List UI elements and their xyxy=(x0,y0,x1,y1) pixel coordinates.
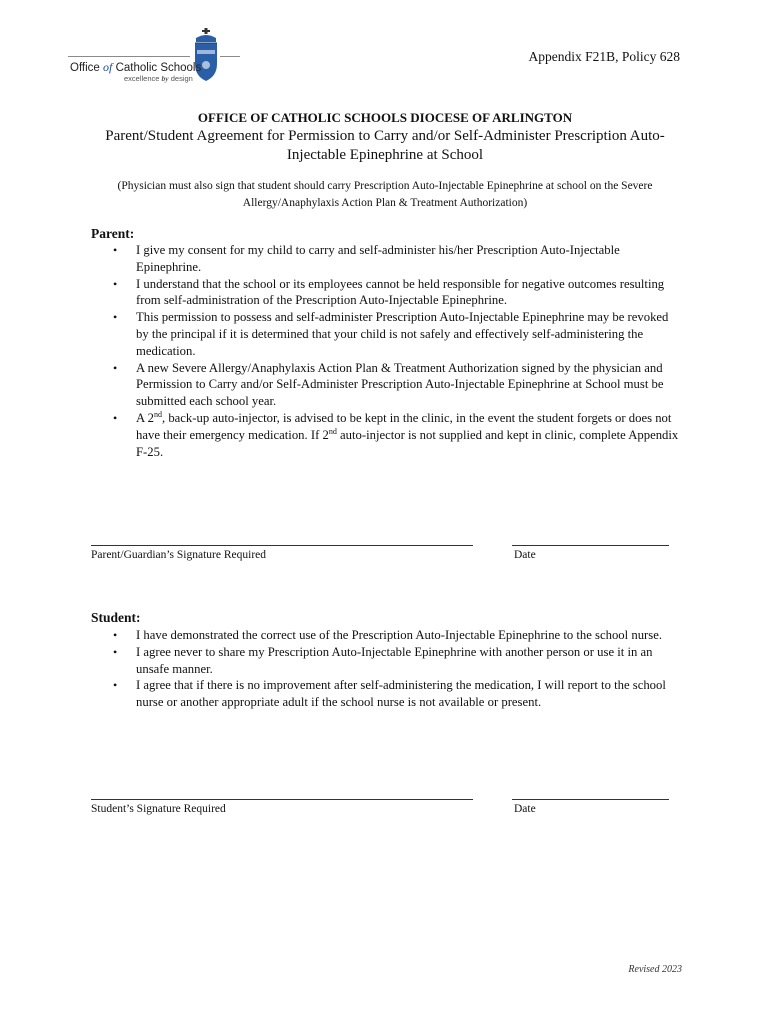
student-date-label: Date xyxy=(514,803,536,815)
parent-signature-line[interactable] xyxy=(91,545,473,546)
document-heading: OFFICE OF CATHOLIC SCHOOLS DIOCESE OF ARLINGTON xyxy=(197,110,573,125)
student-signature-line[interactable] xyxy=(91,799,473,800)
parent-date-line[interactable] xyxy=(512,545,669,546)
list-item: • A 2nd, back-up auto-injector, is advised to be kept in the clinic, in the event the student forgets or does not have their emergency medication. If 2nd auto-injector is not supplied and kept in clinic, complete Appendix F-25. xyxy=(113,409,679,459)
bullet-icon: • xyxy=(113,628,118,642)
list-item: • I agree never to share my Prescription Auto-Injectable Epinephrine with another person or use it in an unsafe manner. xyxy=(113,644,653,676)
logo-wordmark: Office of Catholic Schools xyxy=(70,60,202,74)
appendix-reference: Appendix F21B, Policy 628 xyxy=(528,49,680,64)
logo-rule-left xyxy=(68,56,190,57)
parent-list xyxy=(91,242,683,460)
student-list xyxy=(91,627,683,711)
list-item: • A new Severe Allergy/Anaphylaxis Action Plan & Treatment Authorization signed by the physician and Permission to Carry and/or Self-Administer Prescription Auto-Injectable Epinephrine at School must be submitted each school year. xyxy=(113,360,664,409)
list-item: • This permission to possess and self-administer Prescription Auto-Injectable Epinephrine may be revoked by the principal if it is determined that your child is not safely and effectively self-administering the medication. xyxy=(113,310,669,358)
document-title: Parent/Student Agreement for Permission to Carry and/or Self-Administer Prescription Auto-Injectable Epinephrine at School xyxy=(105,128,665,163)
list-item: • I give my consent for my child to carry and self-administer his/her Prescription Auto-Injectable Epinephrine. xyxy=(113,243,620,274)
parent-heading: Parent: xyxy=(91,226,135,241)
bullet-icon: • xyxy=(113,410,118,425)
student-signature-label: Student’s Signature Required xyxy=(91,803,226,815)
parent-signature-label: Parent/Guardian’s Signature Required xyxy=(91,549,267,561)
bullet-icon: • xyxy=(113,678,118,693)
student-date-line[interactable] xyxy=(512,799,669,800)
list-item: • I agree that if there is no improvement after self-administering the medication, I will report to the school nurse or another appropriate adult if the school nurse is not available or present. xyxy=(113,678,666,710)
list-item: • I have demonstrated the correct use of the Prescription Auto-Injectable Epinephrine to the school nurse. xyxy=(113,628,663,642)
bullet-icon: • xyxy=(113,310,118,325)
bullet-icon: • xyxy=(113,644,118,659)
list-item: • I understand that the school or its employees cannot be held responsible for negative outcomes resulting from self-administration of the Prescription Auto-Injectable Epinephrine. xyxy=(113,276,665,308)
bullet-icon: • xyxy=(113,243,118,257)
logo-tagline: excellence by design xyxy=(124,74,193,83)
revision-note: Revised 2023 xyxy=(628,964,682,975)
logo-rule-right xyxy=(220,56,240,57)
office-logo xyxy=(68,28,248,88)
bullet-icon: • xyxy=(113,276,118,291)
physician-note: (Physician must also sign that student should carry Prescription Auto-Injectable Epinephrine at school on the Severe Allergy/Anaphylaxis Action Plan & Treatment Authorization) xyxy=(117,180,653,209)
student-heading: Student: xyxy=(91,610,141,625)
bullet-icon: • xyxy=(113,360,118,375)
parent-date-label: Date xyxy=(514,549,536,561)
